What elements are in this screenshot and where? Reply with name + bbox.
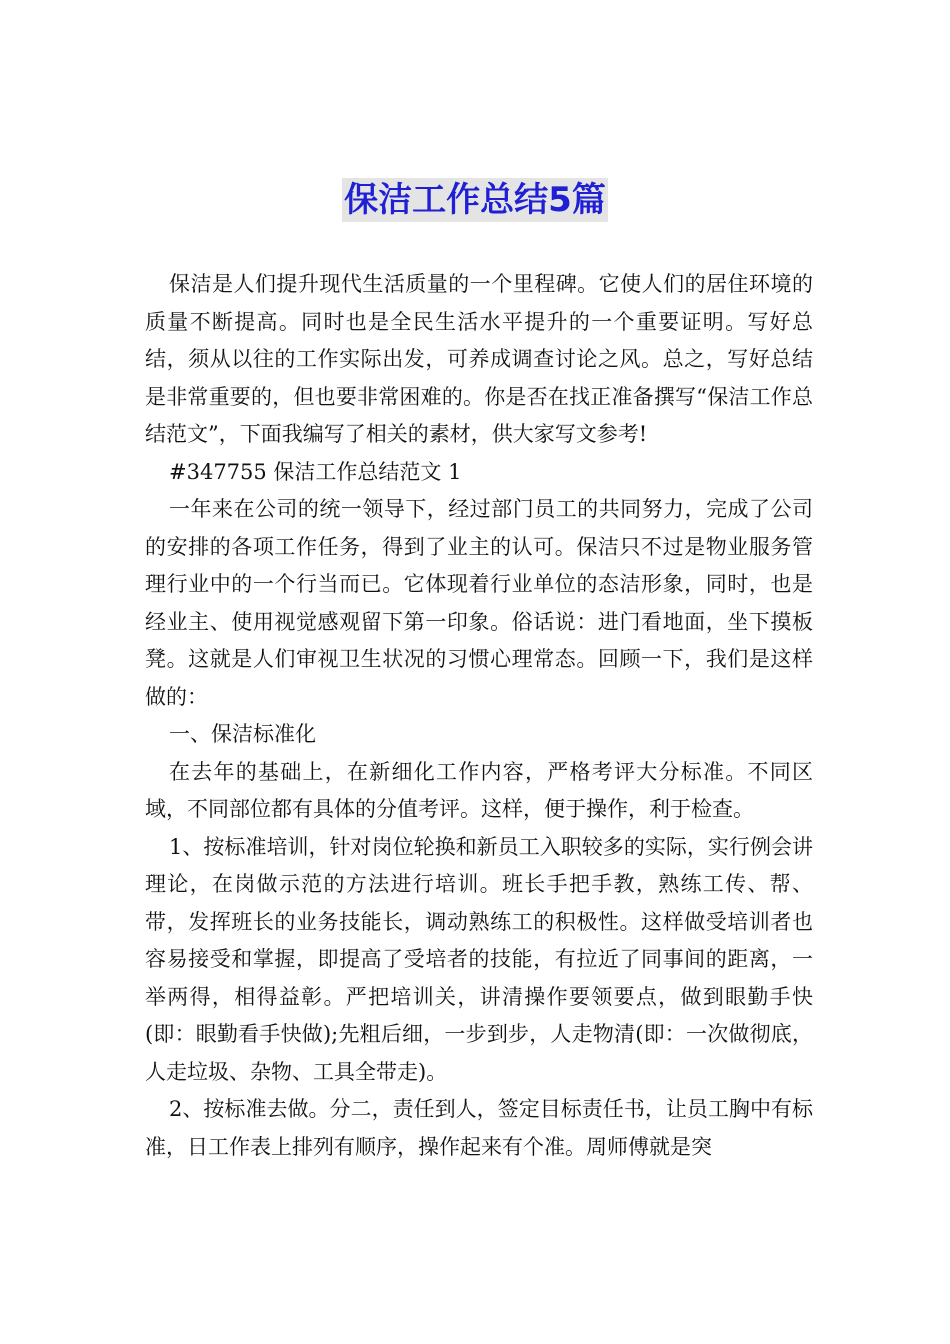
document-body xyxy=(145,266,813,1166)
body-paragraph: 一年来在公司的统一领导下，经过部门员工的共同努力，完成了公司的安排的各项工作任务，得到了业主的认可。保洁只不过是物业服务管理行业中的一个行当而已。它体现着行业单位的态洁形象，同时，也是经业主、使用视觉感观留下第一印象。俗话说：进门看地面，坐下摸板凳。这就是人们审视卫生状况的习惯心理常态。回顾一下，我们是这样做的： xyxy=(145,497,813,709)
body-paragraph: 在去年的基础上，在新细化工作内容，严格考评大分标准。不同区域，不同部位都有具体的分值考评。这样，便于操作，利于检查。 xyxy=(145,759,813,821)
document-title: 保洁工作总结5篇 xyxy=(344,180,606,220)
subheading-cleaning-standardization: 一、保洁标准化 xyxy=(169,722,316,746)
title-area xyxy=(0,178,950,222)
list-item-2: 2、按标准去做。分二，责任到人，签定目标责任书，让员工胸中有标准，日工作表上排列有顺序，操作起来有个准。周师傅就是突 xyxy=(145,1097,813,1159)
list-item-1: 1、按标准培训，针对岗位轮换和新员工入职较多的实际，实行例会讲理论，在岗做示范的方法进行培训。班长手把手教，熟练工传、帮、带，发挥班长的业务技能长，调动熟练工的积极性。这样做受培训者也容易接受和掌握，即提高了受培者的技能，有拉近了同事间的距离，一举两得，相得益彰。严把培训关，讲清操作要领要点，做到眼勤手快(即：眼勤看手快做);先粗后细，一步到步，人走物清(即：一次做彻底，人走垃圾、杂物、工具全带走)。 xyxy=(145,834,813,1084)
section-heading-sample-1: #347755 保洁工作总结范文 1 xyxy=(169,459,462,484)
intro-paragraph: 保洁是人们提升现代生活质量的一个里程碑。它使人们的居住环境的质量不断提高。同时也是全民生活水平提升的一个重要证明。写好总结，须从以往的工作实际出发，可养成调查讨论之风。总之，写好总结是非常重要的，但也要非常困难的。你是否在找正准备撰写“保洁工作总结范文”，下面我编写了相关的素材，供大家写文参考! xyxy=(145,272,813,446)
